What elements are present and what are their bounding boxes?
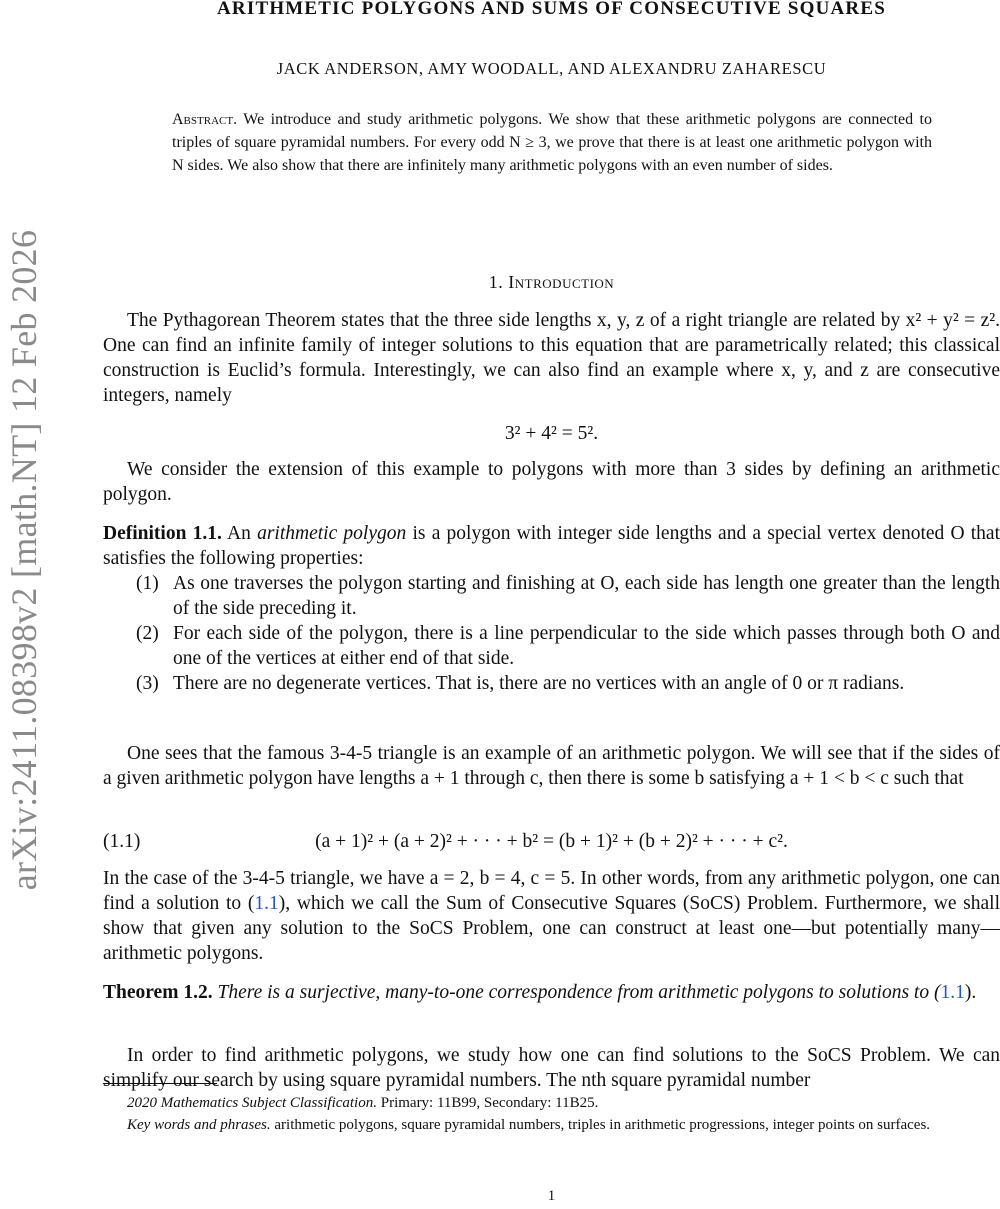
section-number: 1. <box>488 272 504 292</box>
intro-paragraph-2 <box>103 457 1000 507</box>
list-item-label: (1) <box>136 573 159 594</box>
list-item-text: As one traverses the polygon starting and finishing at O, each side has length one greater than the length of the side preceding it. <box>173 573 1000 619</box>
list-item <box>103 621 1000 671</box>
intro-paragraph-3 <box>103 741 1000 791</box>
footnotes <box>103 1092 1000 1136</box>
intro-paragraph-4 <box>103 866 1000 966</box>
paragraph-text: The Pythagorean Theorem states that the three side lengths x, y, z of a right triangle are related by x² + y² = z². One can find an infinite family of integer solutions to this equation that are parametrically related; this classical construction is Euclid’s formula. Interestingly, we can also find an example where x, y, and z are consecutive integers, namely <box>103 310 1000 406</box>
theorem-label: Theorem 1.2. <box>103 982 213 1003</box>
keywords-label: Key words and phrases. <box>127 1117 271 1133</box>
intro-paragraph-5 <box>103 1043 1000 1093</box>
paragraph-text: In order to find arithmetic polygons, we study how one can find solutions to the SoCS Problem. We can simplify our search by using square pyramidal numbers. The nth square pyramidal number <box>103 1045 1000 1091</box>
author-list: JACK ANDERSON, AMY WOODALL, AND ALEXANDRU ZAHARESCU <box>276 59 827 78</box>
list-item-label: (2) <box>136 623 159 644</box>
paragraph-text-pre: In the case of the 3-4-5 triangle, we have a = 2, b = 4, c = 5. In other words, from any arithmetic polygon, one can find a solution to ( <box>103 868 1000 914</box>
equation-1-1 <box>103 829 1000 854</box>
msc-label: 2020 Mathematics Subject Classification. <box>127 1095 377 1111</box>
list-item <box>103 571 1000 621</box>
paper-title: ARITHMETIC POLYGONS AND SUMS OF CONSECUTIVE SQUARES <box>217 0 886 19</box>
paragraph-text-post: ), which we call the Sum of Consecutive Squares (SoCS) Problem. Furthermore, we shall show that given any solution to the SoCS Problem, one can construct at least one—but potentially many—arithmetic polygons. <box>103 893 1000 964</box>
list-item-text: There are no degenerate vertices. That is, there are no vertices with an angle of 0 or π radians. <box>173 673 905 694</box>
equation-reference-link[interactable]: 1.1 <box>940 982 965 1003</box>
equation-reference-link[interactable]: 1.1 <box>254 893 279 914</box>
equation-number: (1.1) <box>103 831 141 852</box>
arxiv-identifier: arXiv:2411.08398v2 [math.NT] 12 Feb 2026 <box>4 229 44 891</box>
definition-1-1 <box>103 521 1000 696</box>
footnote-divider <box>103 1083 217 1084</box>
definition-term: arithmetic polygon <box>257 523 407 544</box>
abstract-label: Abstract. <box>172 111 238 128</box>
theorem-text-post: ). <box>964 982 977 1003</box>
abstract-text: We introduce and study arithmetic polygons. We show that these arithmetic polygons are connected to triples of square pyramidal numbers. For every odd N ≥ 3, we prove that there is at least one arithmetic polygon with N sides. We also show that there are infinitely many arithmetic polygons with an even number of sides. <box>172 111 932 174</box>
definition-property-list <box>103 571 1000 696</box>
intro-paragraph-1 <box>103 308 1000 408</box>
list-item-text: For each side of the polygon, there is a line perpendicular to the side which passes through both O and one of the vertices at either end of that side. <box>173 623 1000 669</box>
equation-text: (a + 1)² + (a + 2)² + · · · + b² = (b + 1)² + (b + 2)² + · · · + c². <box>315 831 788 852</box>
theorem-1-2 <box>103 980 1000 1005</box>
abstract <box>172 108 932 177</box>
equation-text: 3² + 4² = 5². <box>504 423 599 444</box>
definition-text-pre: An <box>227 523 251 544</box>
keywords-text: arithmetic polygons, square pyramidal numbers, triples in arithmetic progressions, integer points on surfaces. <box>274 1117 931 1133</box>
definition-label: Definition 1.1. <box>103 523 222 544</box>
paragraph-text: One sees that the famous 3-4-5 triangle is an example of an arithmetic polygon. We will see that if the sides of a given arithmetic polygon have lengths a + 1 through c, then there is some b satisfying a + 1 < b < c such that <box>103 743 1000 789</box>
list-item-label: (3) <box>136 673 159 694</box>
paragraph-text: We consider the extension of this example to polygons with more than 3 sides by defining an arithmetic polygon. <box>103 459 1000 505</box>
arxiv-sidebar <box>0 0 48 1200</box>
definition-text-post: is a polygon with integer side lengths and a special vertex denoted O that satisfies the following properties: <box>103 523 1000 569</box>
list-item <box>103 671 1000 696</box>
section-heading <box>103 270 1000 295</box>
theorem-text-pre: There is a surjective, many-to-one correspondence from arithmetic polygons to solutions to ( <box>217 982 941 1003</box>
section-title: Introduction <box>508 272 615 292</box>
page-number: 1 <box>547 1188 556 1204</box>
pythagorean-equation <box>103 421 1000 446</box>
msc-text: Primary: 11B99, Secondary: 11B25. <box>380 1095 599 1111</box>
